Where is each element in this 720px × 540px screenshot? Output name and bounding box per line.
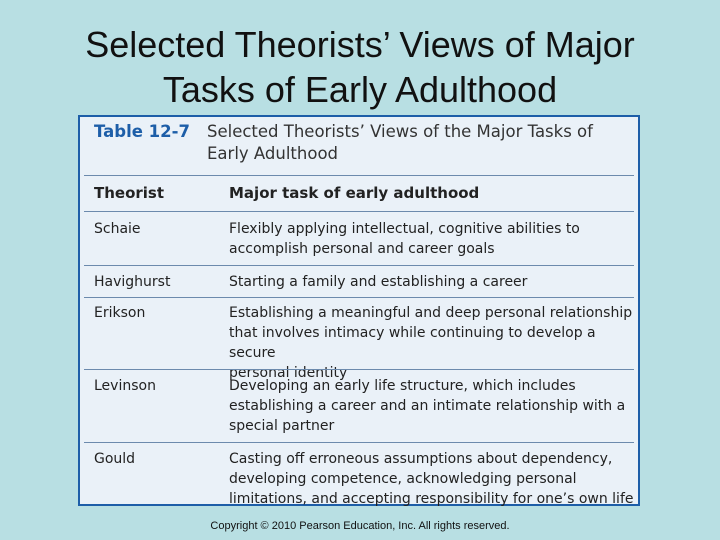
- slide-title-line-2: Tasks of Early Adulthood: [162, 69, 558, 110]
- table-caption-title: [207, 121, 627, 165]
- table-number: Table 12-7: [94, 122, 190, 141]
- task-line: Developing an early life structure, which includes: [229, 378, 576, 394]
- theorist-cell: Schaie: [94, 221, 141, 237]
- table-divider: [84, 175, 634, 176]
- copyright-notice: Copyright © 2010 Pearson Education, Inc. All rights reserved.: [210, 520, 510, 532]
- table-divider: [84, 297, 634, 298]
- table-divider: [84, 265, 634, 266]
- column-header-major-task: Major task of early adulthood: [229, 184, 480, 202]
- theorist-cell: Erikson: [94, 305, 146, 321]
- task-line: limitations, and accepting responsibility for one’s own life: [229, 491, 634, 507]
- theorist-cell: Gould: [94, 451, 136, 467]
- task-line: that involves intimacy while continuing to develop a secure: [229, 325, 596, 361]
- task-cell: [229, 449, 634, 509]
- task-cell: [229, 219, 634, 259]
- table-caption-line-2: Early Adulthood: [207, 144, 339, 163]
- task-line: Flexibly applying intellectual, cognitive abilities to: [229, 221, 580, 237]
- slide-title-line-1: Selected Theorists’ Views of Major: [85, 24, 635, 65]
- table-divider: [84, 211, 634, 212]
- task-line: Casting off erroneous assumptions about dependency,: [229, 451, 613, 467]
- table-caption-line-1: Selected Theorists’ Views of the Major Tasks of: [207, 122, 593, 141]
- task-cell: [229, 376, 634, 436]
- table-divider: [84, 369, 634, 370]
- theorists-table: [78, 115, 640, 506]
- task-cell: [229, 303, 634, 383]
- table-divider: [84, 442, 634, 443]
- task-line: personal identity: [229, 365, 348, 381]
- theorist-cell: Levinson: [94, 378, 156, 394]
- slide-title: [0, 22, 720, 112]
- column-header-theorist: Theorist: [94, 184, 165, 202]
- task-line: Starting a family and establishing a career: [229, 274, 528, 290]
- task-line: establishing a career and an intimate relationship with a: [229, 398, 626, 414]
- task-line: special partner: [229, 418, 335, 434]
- task-line: developing competence, acknowledging personal: [229, 471, 577, 487]
- task-cell: [229, 272, 634, 292]
- task-line: accomplish personal and career goals: [229, 241, 495, 257]
- task-line: Establishing a meaningful and deep personal relationship: [229, 305, 633, 321]
- theorist-cell: Havighurst: [94, 274, 171, 290]
